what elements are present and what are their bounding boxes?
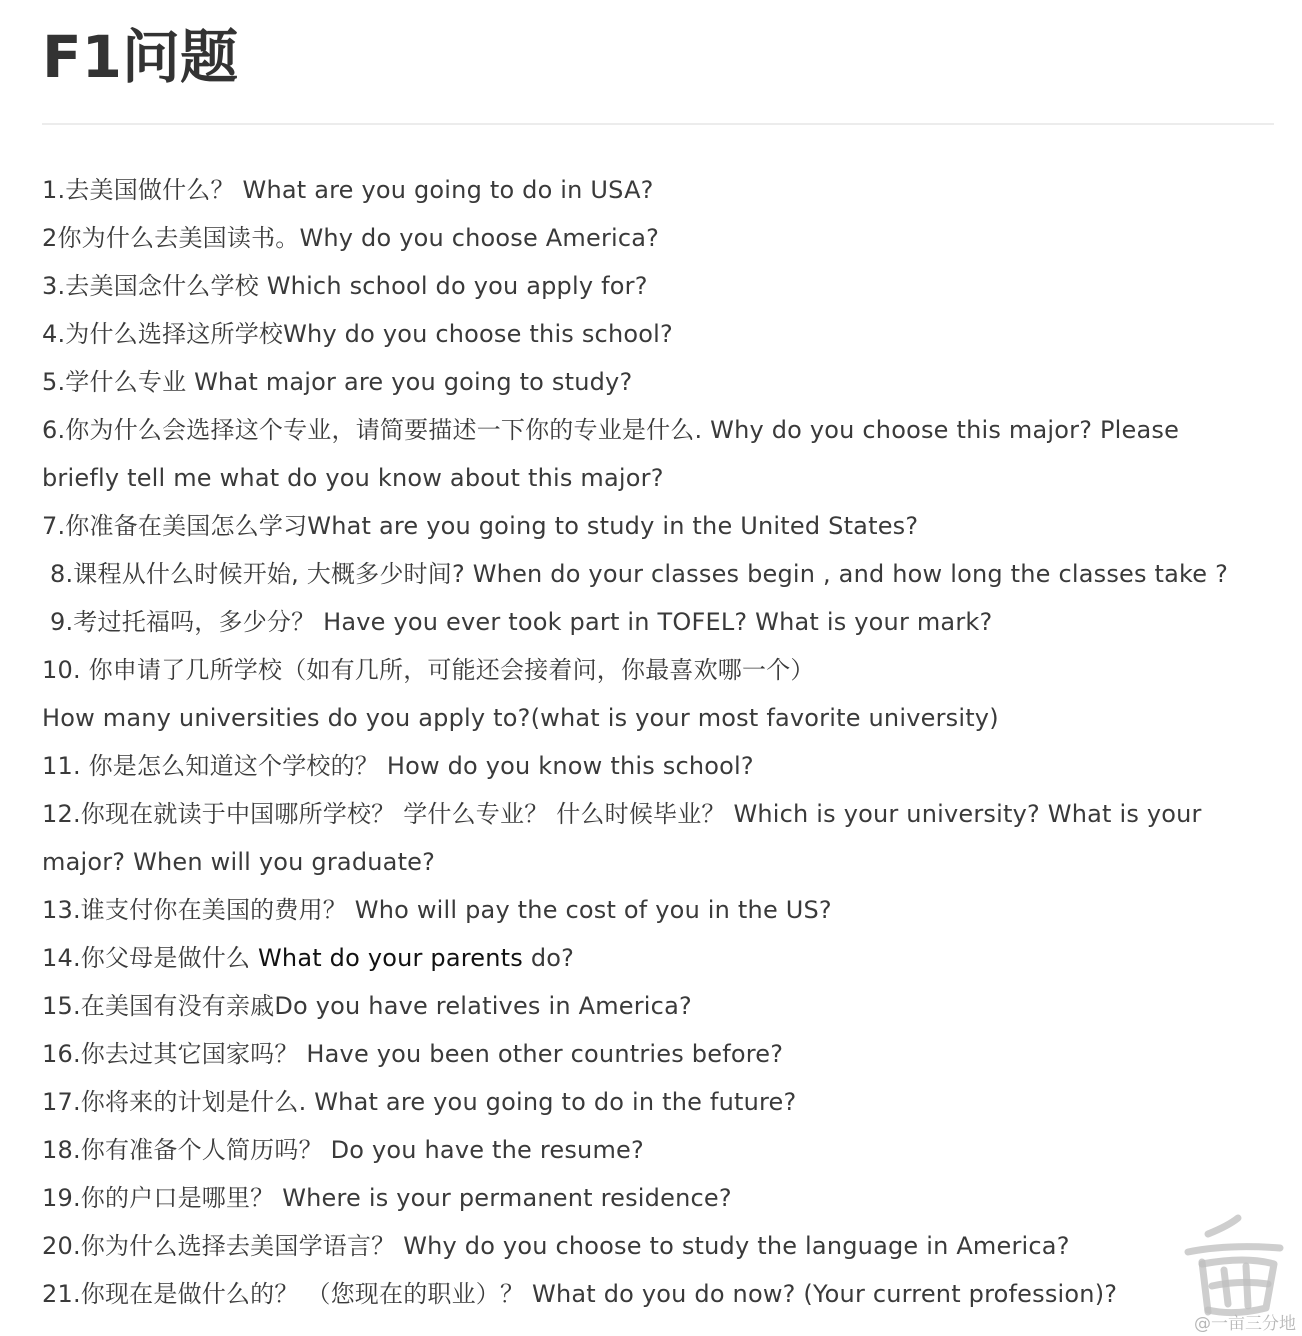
question-line: 15.在美国有没有亲戚Do you have relatives in America? [42,992,692,1020]
question-line-14 [42,934,1282,982]
question-line: 11. 你是怎么知道这个学校的？ How do you know this school? [42,752,754,780]
question-line: 8.课程从什么时候开始, 大概多少时间? When do your classes begin , and how long the classes take ? [50,560,1229,588]
question-line: 21.你现在是做什么的？ （您现在的职业）？ What do you do now? (Your current profession)? [42,1280,1118,1308]
question-line: 13.谁支付你在美国的费用？ Who will pay the cost of you in the US? [42,896,832,924]
question-line: How many universities do you apply to?(what is your most favorite university) [42,704,999,732]
question-14-en: What do your parents [258,944,523,972]
question-14-tail: do? [523,944,575,972]
question-line: 10. 你申请了几所学校（如有几所，可能还会接着问，你最喜欢哪一个） [42,656,815,684]
question-line: 16.你去过其它国家吗？ Have you been other countries before? [42,1040,784,1068]
question-line: 3.去美国念什么学校 Which school do you apply for? [42,272,648,300]
question-14-zh: 14.你父母是做什么 [42,944,258,972]
question-line: 7.你准备在美国怎么学习What are you going to study in the United States? [42,512,919,540]
question-line: 6.你为什么会选择这个专业，请简要描述一下你的专业是什么. Why do you choose this major? Please [42,416,1180,444]
question-line: 2你为什么去美国读书。Why do you choose America? [42,224,660,252]
question-line: 1.去美国做什么？ What are you going to do in USA? [42,176,654,204]
question-line: 5.学什么专业 What major are you going to study? [42,368,633,396]
question-line: 12.你现在就读于中国哪所学校？ 学什么专业？ 什么时候毕业？ Which is your university? What is your [42,800,1202,828]
page-title: F1问题 [42,23,238,91]
question-line: 19.你的户口是哪里？ Where is your permanent residence? [42,1184,732,1212]
watermark-text: @一亩三分地 [1194,1314,1296,1334]
question-list [42,166,1282,1318]
question-line: 20.你为什么选择去美国学语言？ Why do you choose to study the language in America? [42,1232,1070,1260]
question-line: 9.考过托福吗，多少分？ Have you ever took part in TOFEL? What is your mark? [50,608,993,636]
question-line: 4.为什么选择这所学校Why do you choose this school? [42,320,673,348]
title-divider [42,123,1274,125]
question-line: 17.你将来的计划是什么. What are you going to do in the future? [42,1088,797,1116]
question-line: 18.你有准备个人简历吗？ Do you have the resume? [42,1136,644,1164]
question-line: briefly tell me what do you know about this major? [42,464,664,492]
question-line: major? When will you graduate? [42,848,436,876]
